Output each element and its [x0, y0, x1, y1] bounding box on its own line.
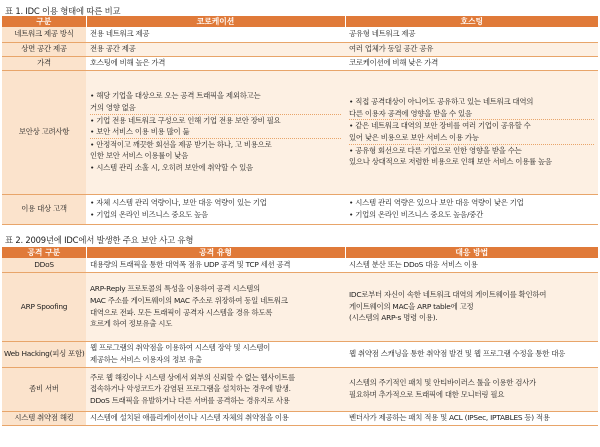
bullet-line: 거의 영향 없음 — [90, 103, 136, 113]
cell-line: 제공하는 서비스 이용자의 정보 유출 — [90, 355, 202, 364]
hosting-cell — [345, 194, 598, 224]
hosting-cell — [345, 70, 598, 194]
table-row — [2, 42, 598, 56]
table-row — [2, 258, 598, 272]
cell-line: 주로 웹 해킹이나 시스템 상에서 외부의 신뢰할 수 없는 웹사이트를 — [90, 372, 295, 382]
hosting-cell — [345, 27, 598, 42]
bullet-line: • 보안 서비스 이용 비용 많이 듦 — [90, 127, 190, 137]
response-cell — [345, 341, 598, 367]
cell-line: 필요하며 추가적으로 트래픽에 대한 모니터링 필요 — [349, 390, 505, 399]
row-label: 이용 대상 고객 — [2, 194, 86, 224]
bullet-line: • 같은 네트워크 대역의 보안 장비를 여러 기업이 공유할 수 — [349, 121, 531, 131]
attack-category: DDoS — [2, 258, 86, 272]
attack-type-cell — [86, 367, 345, 411]
colocation-cell — [86, 56, 345, 70]
response-cell — [345, 411, 598, 425]
hosting-cell — [345, 42, 598, 56]
row-label: 보안상 고려사항 — [2, 70, 86, 194]
cell-line: 흐르게 하여 정보유출 시도 — [90, 319, 173, 329]
table-row — [2, 341, 598, 367]
cell-line: 호스팅에 비해 높은 가격 — [90, 58, 166, 68]
row-label: 상면 공간 제공 — [2, 42, 86, 56]
table2-caption: 표 2. 2009년에 IDC에서 발생한 주요 보안 사고 유형 — [5, 235, 194, 245]
attack-category: 시스템 취약점 해킹 — [2, 411, 86, 425]
table-row — [2, 411, 598, 425]
bullet-line: • 해당 기업을 대상으로 오는 공격 트래픽을 제외하고는 — [90, 91, 261, 101]
cell-line: • 시스템 관리 역량은 있으나 보안 대응 역량이 낮은 기업 — [349, 198, 524, 208]
cell-line: 웹 취약점 스캐닝을 통한 취약점 발견 및 웹 프로그램 수정을 통한 대응 — [349, 349, 565, 359]
bullet-group — [349, 144, 594, 168]
table-row — [2, 27, 598, 42]
bullet-group — [349, 119, 594, 143]
bullet-group — [349, 96, 594, 119]
hosting-cell — [345, 56, 598, 70]
table-row — [2, 56, 598, 70]
header-attack-type: 공격 유형 — [86, 247, 345, 258]
header-attack-category: 공격 구분 — [2, 247, 86, 258]
colocation-cell — [86, 42, 345, 56]
bullet-group — [90, 114, 341, 138]
cell-line: • 기업의 온라인 비즈니스 중요도 높음/중간 — [349, 210, 483, 219]
cell-line: 시스템에 설치된 애플리케이션이나 시스템 자체의 취약점을 이용 — [90, 413, 289, 423]
response-cell — [345, 258, 598, 272]
bullet-line: 인한 보안 서비스 이용률이 낮음 — [90, 151, 188, 161]
cell-line: • 자체 시스템 관리 역량이나, 보안 대응 역량이 있는 기업 — [90, 198, 267, 208]
bullet-line: 있어 낮은 비용으로 보안 서비스 이용 가능 — [349, 133, 479, 142]
cell-line: 공유형 네트워크 제공 — [349, 29, 416, 39]
cell-line: 대용량의 트래픽을 통한 대역폭 점유 UDP 공격 및 TCP 세션 공격 — [90, 259, 291, 269]
cell-line: 여러 업체가 동일 공간 공유 — [349, 44, 434, 54]
attack-category: Web Hacking(피싱 포함) — [2, 341, 86, 367]
header-colocation: 코로케이션 — [86, 16, 345, 27]
bullet-group — [90, 138, 341, 174]
bullet-line: 다른 이용자 공격에 영향을 받을 수 있음 — [349, 108, 472, 118]
cell-line: • 기업의 온라인 비즈니스 중요도 높음 — [90, 210, 208, 219]
cell-line: ARP-Reply 프로토콜의 특성을 이용하여 공격 시스템의 — [90, 284, 260, 294]
colocation-cell — [86, 70, 345, 194]
cell-line: 게이트웨이의 MAC을 ARP table에 고정 — [349, 301, 474, 311]
attack-category: ARP Spoofing — [2, 272, 86, 341]
cell-line: 전용 공간 제공 — [90, 44, 136, 54]
bullet-line: • 시스템 관리 소홀 시, 오히려 보안에 취약할 수 있음 — [90, 162, 253, 172]
header-response: 대응 방법 — [345, 247, 598, 258]
row-label: 네트워크 제공 방식 — [2, 27, 86, 42]
colocation-cell — [86, 194, 345, 224]
table1-header-row — [2, 16, 598, 27]
attack-type-cell — [86, 258, 345, 272]
cell-line: 코로케이션에 비해 낮은 가격 — [349, 58, 438, 68]
response-cell — [345, 272, 598, 341]
cell-line: MAC 주소를 게이트웨이의 MAC 주소로 위장하여 동일 네트워크 — [90, 295, 288, 305]
cell-line: 전용 네트워크 제공 — [90, 29, 150, 39]
table-row — [2, 272, 598, 341]
header-hosting: 호스팅 — [345, 16, 598, 27]
idc-comparison-table — [2, 16, 598, 225]
cell-line: (시스템의 ARP-s 명령 이용). — [349, 313, 438, 323]
bullet-group — [90, 90, 341, 113]
bullet-line: • 기업 전용 네트워크 구성으로 인해 기업 전용 보안 장비 필요 — [90, 115, 281, 125]
bullet-line: • 안정적이고 깨끗한 회선을 제공 받기는 하나, 고 비용으로 — [90, 139, 272, 149]
cell-line: 시스템의 주기적인 패치 및 안티바이러스 툴을 이용한 검사가 — [349, 378, 536, 388]
table-row — [2, 70, 598, 194]
security-incidents-table — [2, 247, 598, 426]
bullet-line: • 직접 공격대상이 아니어도 공유하고 있는 네트워크 대역의 — [349, 97, 534, 107]
bullet-line: 있으나 상대적으로 저렴한 비용으로 인해 보안 서비스 이용률 높음 — [349, 157, 552, 167]
table-row — [2, 367, 598, 411]
attack-type-cell — [86, 272, 345, 341]
table-row — [2, 194, 598, 224]
attack-type-cell — [86, 411, 345, 425]
colocation-cell — [86, 27, 345, 42]
cell-line: 웹 프로그램의 취약점을 이용하여 시스템 장악 및 시스템이 — [90, 343, 271, 353]
header-category: 구분 — [2, 16, 86, 27]
table1-caption: 표 1. IDC 이용 형태에 따른 비교 — [5, 6, 121, 16]
cell-line: IDC로부터 자신이 속한 네트워크 대역의 게이트웨이를 확인하여 — [349, 290, 547, 300]
response-cell — [345, 367, 598, 411]
cell-line: 접속하거나 악성코드가 감염된 프로그램을 설치하는 경우에 발생. — [90, 384, 291, 394]
cell-line: DDoS 트래픽을 유발하거나 다른 서버를 공격하는 경유지로 사용 — [90, 395, 290, 405]
cell-line: 벤더사가 제공하는 패치 적용 및 ACL (IPSec, IPTABLES 등) 적용 — [349, 413, 550, 423]
table2-header-row — [2, 247, 598, 258]
cell-line: 시스템 분산 또는 DDoS 대응 서비스 이용 — [349, 259, 478, 269]
attack-type-cell — [86, 341, 345, 367]
cell-line: 대역으로 전파. 모든 트래픽이 공격자 시스템을 경유 하도록 — [90, 307, 273, 317]
attack-category: 좀비 서버 — [2, 367, 86, 411]
bullet-line: • 공유형 회선으로 다른 기업으로 인한 영향을 받을 수는 — [349, 145, 522, 155]
row-label: 가격 — [2, 56, 86, 70]
